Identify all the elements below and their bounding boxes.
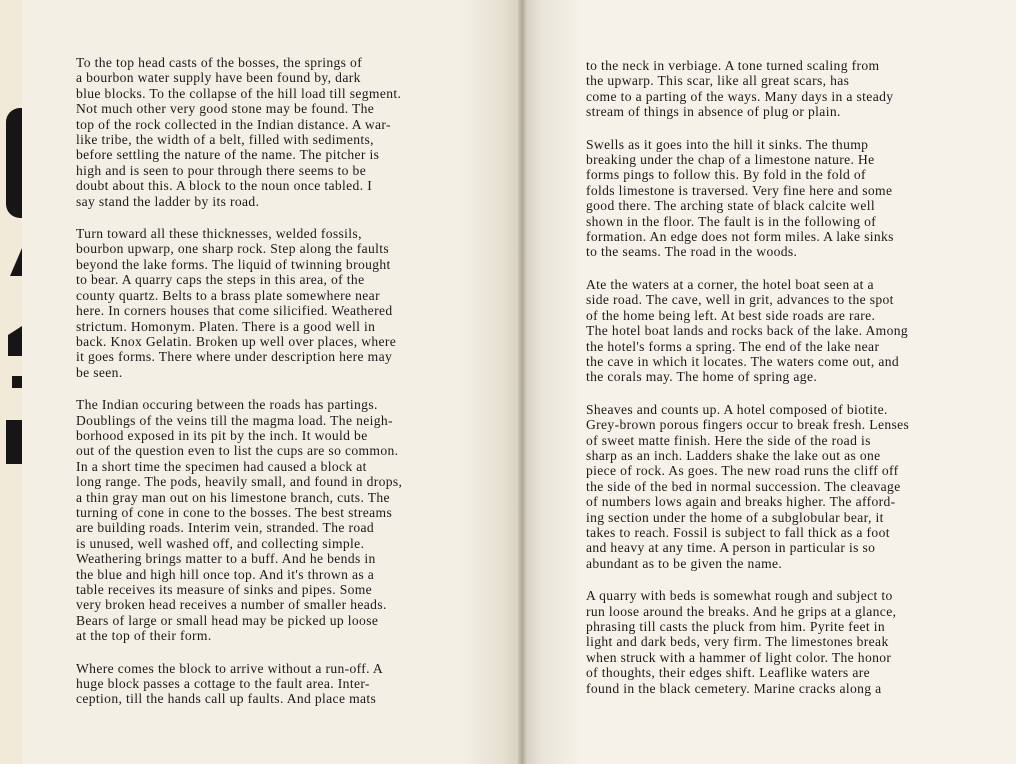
text-line: and heavy at any time. A person in particular is so [586, 540, 876, 556]
text-line: the corals may. The home of spring age. [586, 369, 818, 385]
text-line: is unused, well washed off, and collecting simple. [76, 535, 365, 551]
text-line: takes to reach. Fossil is subject to fall thick as a foot [586, 524, 890, 540]
text-line: like tribe, the width of a belt, filled with sediments, [76, 132, 374, 148]
right-page-text [586, 58, 909, 713]
text-line: come to a parting of the ways. Many days in a steady [586, 88, 894, 104]
text-line: light and dark beds, very firm. The limestones break [586, 634, 889, 650]
text-line: Weathering brings matter to a buff. And he bends in [76, 551, 376, 567]
right-paragraph-1 [586, 58, 909, 120]
edge-mark [12, 376, 22, 388]
text-line: Where comes the block to arrive without a run-off. A [76, 660, 384, 676]
text-line: folds limestone is traversed. Very fine here and some [586, 182, 893, 198]
text-line: back. Knox Gelatin. Broken up well over places, where [76, 333, 397, 349]
text-line: the side of the bed in normal succession. The cleavage [586, 478, 901, 494]
text-line: bourbon upwarp, one sharp rock. Step along the faults [76, 241, 390, 257]
text-line: very broken head receives a number of smaller heads. [76, 597, 387, 613]
text-line: Turn toward all these thicknesses, welded fossils, [76, 226, 362, 242]
text-line: phrasing till casts the pluck from him. Pyrite feet in [586, 619, 886, 634]
text-line: borhood exposed in its pit by the inch. It would be [76, 427, 368, 443]
left-paragraph-2 [76, 226, 402, 380]
text-line: county quartz. Belts to a brass plate somewhere near [76, 287, 380, 303]
text-line: table receives its measure of sinks and pipes. Some [76, 582, 373, 597]
text-line: blue blocks. To the collapse of the hill load till segment. [76, 85, 402, 101]
text-line: a thin gray man out on his limestone branch, cuts. The [76, 489, 390, 505]
text-line: the hotel's forms a spring. The end of the lake near [586, 338, 880, 354]
text-line: Bears of large or small head may be picked up loose [76, 612, 379, 628]
text-line: high and is seen to pour through there seems to be [76, 162, 367, 178]
text-line: stream of things in absence of plug or plain. [586, 104, 841, 120]
text-line: abundant as to be given the name. [586, 555, 783, 571]
text-line: the upwarp. This scar, like all great scars, has [586, 73, 850, 89]
text-line: piece of rock. As goes. The new road runs the cliff off [586, 463, 899, 479]
text-line: to bear. A quarry caps the steps in this area, of the [76, 272, 365, 288]
left-paragraph-3 [76, 397, 402, 644]
text-line: Swells as it goes into the hill it sinks. The thump [586, 136, 869, 152]
book-gutter [518, 0, 526, 764]
text-line: Not much other very good stone may be found. The [76, 101, 375, 117]
text-line: The hotel boat lands and rocks back of the lake. Among [586, 323, 909, 339]
text-line: of numbers lows again and breaks higher. The afford- [586, 494, 896, 510]
text-line: the cave in which it locates. The waters come out, and [586, 353, 900, 369]
right-paragraph-3 [586, 277, 909, 385]
text-line: are building roads. Interim vein, stranded. The road [76, 520, 375, 536]
text-line: The Indian occuring between the roads has partings. [76, 397, 378, 413]
text-line: of the home being left. At best side roads are rare. [586, 307, 876, 323]
text-line: strictum. Homonym. Platen. There is a good well in [76, 318, 376, 334]
text-line: the blue and high hill once top. And it's thrown as a [76, 566, 375, 582]
text-line: before settling the nature of the name. The pitcher is [76, 147, 380, 163]
text-line: Doublings of the veins till the magma load. The neigh- [76, 412, 393, 428]
text-line: of thoughts, their edges shift. Leaflike waters are [586, 665, 870, 681]
text-line: In a short time the specimen had caused a block at [76, 458, 367, 474]
text-line: formation. An edge does not form miles. A lake sinks [586, 229, 894, 245]
text-line: forms pings to follow this. By fold in the fold of [586, 167, 866, 183]
text-line: A quarry with beds is somewhat rough and subject to [586, 588, 893, 604]
edge-mark [6, 108, 22, 218]
text-line: ception, till the hands call up faults. And place mats [76, 691, 377, 707]
text-line: shown in the floor. The fault is in the following of [586, 213, 877, 229]
text-line: sharp as an inch. Ladders shake the lake out as one [586, 447, 881, 463]
left-paragraph-1 [76, 55, 402, 209]
text-line: to the neck in verbiage. A tone turned scaling from [586, 58, 880, 73]
text-line: long range. The pods, heavily small, and found in drops, [76, 474, 403, 490]
text-line: beyond the lake forms. The liquid of twinning brought [76, 256, 391, 272]
left-paragraph-4 [76, 661, 402, 707]
text-line: Ate the waters at a corner, the hotel boat seen at a [586, 276, 874, 292]
text-line: it goes forms. There where under description here may [76, 349, 393, 365]
text-line: doubt about this. A block to the noun once tabled. I [76, 178, 373, 194]
edge-mark [6, 420, 22, 464]
text-line: when struck with a hammer of light color. The honor [586, 649, 892, 665]
text-line: at the top of their form. [76, 628, 212, 644]
text-line: say stand the ladder by its road. [76, 193, 260, 209]
right-paragraph-2 [586, 137, 909, 260]
text-line: Sheaves and counts up. A hotel composed of biotite. [586, 401, 888, 417]
edge-mark [8, 326, 22, 356]
edge-mark [10, 248, 22, 276]
text-line: be seen. [76, 364, 123, 380]
text-line: huge block passes a cottage to the fault area. Inter- [76, 676, 370, 692]
text-line: found in the black cemetery. Marine cracks along a [586, 680, 882, 696]
right-paragraph-4 [586, 402, 909, 571]
text-line: ing section under the home of a subglobular bear, it [586, 509, 884, 525]
text-line: of sweet matte finish. Here the side of the road is [586, 432, 871, 448]
text-line: turning of cone in cone to the bosses. The best streams [76, 504, 393, 520]
text-line: run loose around the breaks. And he grips at a glance, [586, 603, 897, 619]
text-line: a bourbon water supply have been found by, dark [76, 70, 361, 86]
text-line: To the top head casts of the bosses, the springs of [76, 55, 363, 70]
text-line: top of the rock collected in the Indian distance. A war- [76, 116, 391, 132]
text-line: Grey-brown porous fingers occur to break fresh. Lenses [586, 417, 910, 433]
text-line: good there. The arching state of black calcite well [586, 198, 875, 214]
text-line: side road. The cave, well in grit, advances to the spot [586, 292, 894, 308]
left-page-text [76, 55, 402, 724]
text-line: out of the question even to list the cups are so common. [76, 443, 399, 459]
text-line: breaking under the chap of a limestone nature. He [586, 152, 875, 168]
text-line: to the seams. The road in the woods. [586, 244, 798, 260]
right-paragraph-5 [586, 588, 909, 696]
text-line: here. In corners houses that come silicified. Weathered [76, 303, 393, 319]
